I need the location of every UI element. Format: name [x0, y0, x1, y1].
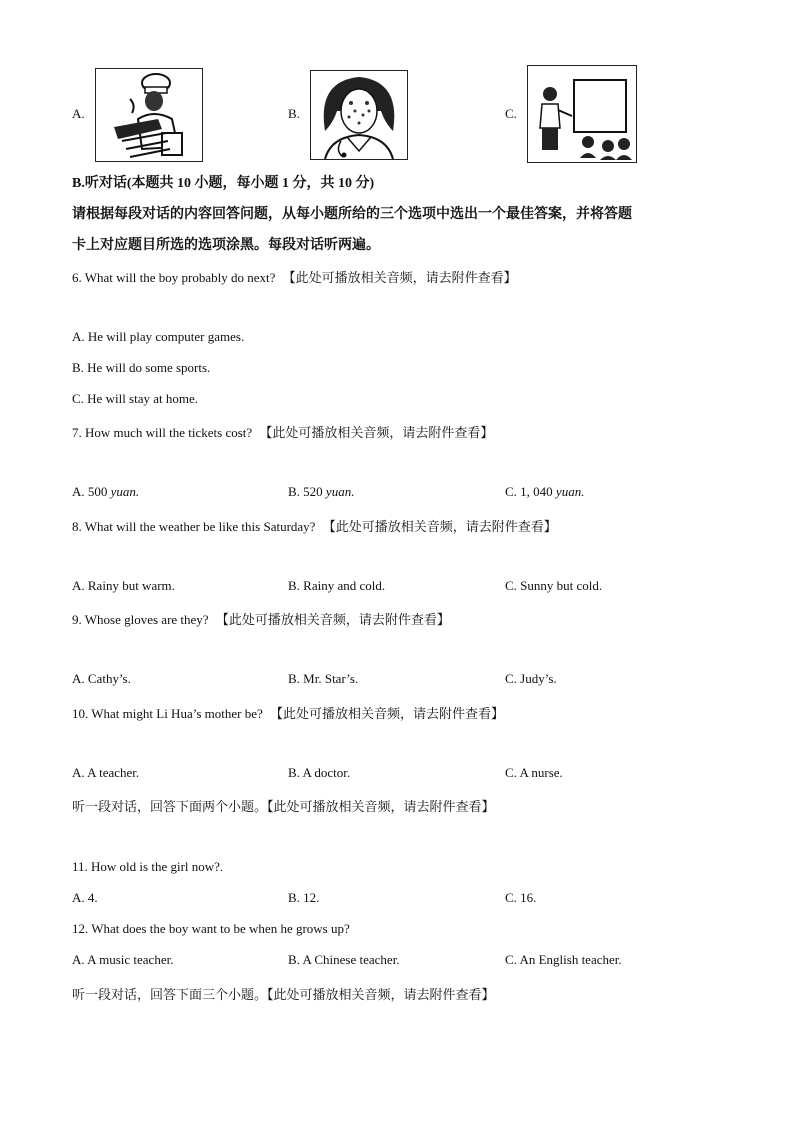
q12-option-c: C. An English teacher.: [505, 952, 622, 967]
doctor-icon: [310, 70, 408, 160]
q8-option-c: C. Sunny but cold.: [505, 578, 603, 593]
audio-note: 【此处可播放相关音频，请去附件查看】: [322, 519, 557, 534]
q9-option-a: A. Cathy’s.: [72, 671, 131, 686]
audio-note: 【此处可播放相关音频，请去附件查看】: [259, 425, 494, 440]
q12-option-a: A. A music teacher.: [72, 952, 174, 967]
picture-c-label: C.: [505, 106, 517, 121]
question-text: 9. Whose gloves are they?: [72, 612, 209, 627]
q7-option-c: C. 1, 040 yuan.: [505, 484, 585, 499]
q10-option-a: A. A teacher.: [72, 765, 140, 780]
audio-note: 【此处可播放相关音频，请去附件查看】: [267, 987, 495, 1002]
question-text: 8. What will the weather be like this Saturday?: [72, 519, 316, 534]
question-12: 12. What does the boy want to be when he grows up?: [72, 921, 350, 936]
question-text: 6. What will the boy probably do next?: [72, 270, 276, 285]
q11-option-c: C. 16.: [505, 890, 537, 905]
q8-option-a: A. Rainy but warm.: [72, 578, 175, 593]
q6-option-b: B. He will do some sports.: [72, 360, 211, 375]
group-2-intro: 听一段对话，回答下面三个小题。【此处可播放相关音频，请去附件查看】: [72, 987, 495, 1002]
question-11: 11. How old is the girl now?.: [72, 859, 224, 874]
question-7: [72, 422, 493, 441]
audio-note: 【此处可播放相关音频，请去附件查看】: [215, 612, 450, 627]
question-9: [72, 609, 450, 628]
question-6: [72, 267, 517, 286]
q8-option-b: B. Rainy and cold.: [288, 578, 386, 593]
question-text: 7. How much will the tickets cost?: [72, 425, 253, 440]
q10-option-c: C. A nurse.: [505, 765, 563, 780]
group-1-intro: 听一段对话，回答下面两个小题。【此处可播放相关音频，请去附件查看】: [72, 799, 495, 814]
q9-option-c: C. Judy’s.: [505, 671, 557, 686]
q7-option-a: A. 500 yuan.: [72, 484, 140, 499]
q9-option-b: B. Mr. Star’s.: [288, 671, 359, 686]
question-10: [72, 703, 504, 722]
q6-option-a: A. He will play computer games.: [72, 329, 245, 344]
q11-option-b: B. 12.: [288, 890, 320, 905]
audio-note: 【此处可播放相关音频，请去附件查看】: [267, 799, 495, 814]
section-title: B.听对话(本题共 10 小题，每小题 1 分，共 10 分): [72, 176, 375, 191]
question-text: 10. What might Li Hua’s mother be?: [72, 706, 263, 721]
teacher-icon: [527, 65, 637, 163]
instruction-line-2: 卡上对应题目所选的选项涂黑。每段对话听两遍。: [72, 238, 380, 253]
instruction-line-1: 请根据每段对话的内容回答问题，从每小题所给的三个选项中选出一个最佳答案，并将答题: [72, 207, 632, 222]
audio-note: 【此处可播放相关音频，请去附件查看】: [282, 270, 517, 285]
q10-option-b: B. A doctor.: [288, 765, 351, 780]
q6-option-c: C. He will stay at home.: [72, 391, 199, 406]
chef-icon: [95, 68, 203, 162]
audio-note: 【此处可播放相关音频，请去附件查看】: [270, 706, 505, 721]
q11-option-a: A. 4.: [72, 890, 98, 905]
q7-option-b: B. 520 yuan.: [288, 484, 355, 499]
q12-option-b: B. A Chinese teacher.: [288, 952, 400, 967]
picture-a-label: A.: [72, 106, 85, 121]
question-8: [72, 516, 557, 535]
picture-b-label: B.: [288, 106, 300, 121]
